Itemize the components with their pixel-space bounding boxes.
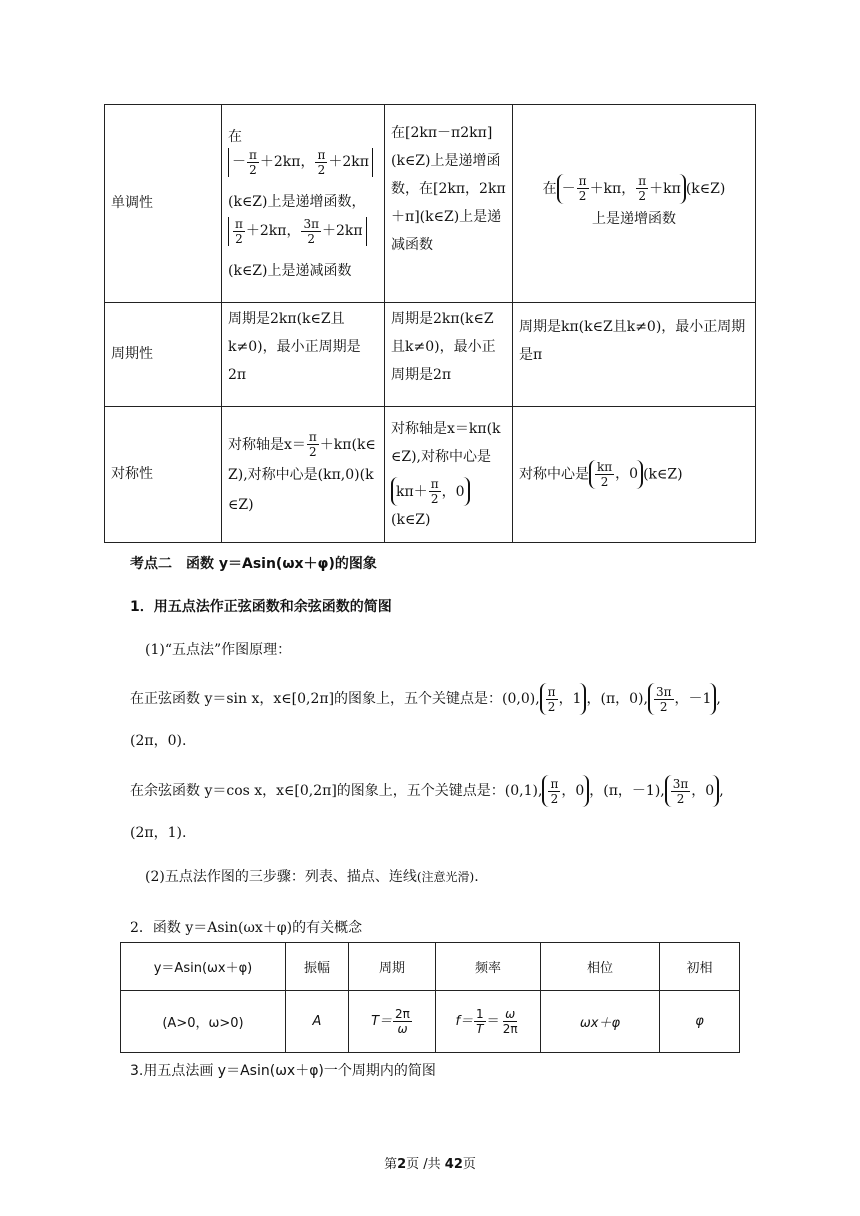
sine-key-points: 在正弦函数 y＝sin x，x∈[0,2π]的图象上，五个关键点是：(0,0), $\frac{\pi}{2}$ ，1 ，(π，0), $\frac{3\pi}{2}$ ，－1 , bbox=[130, 684, 721, 714]
sine-key-points-end: (2π，0). bbox=[130, 733, 187, 749]
label-periodicity: 周期性 bbox=[105, 303, 222, 407]
tan-periodicity: 周期是kπ(k∈Z且k≠0)，最小正周期是π bbox=[513, 303, 756, 407]
interval-bracket: $\frac{\pi}{2}$ ＋2kπ， $\frac{3\pi}{2}$ ＋2kπ bbox=[228, 217, 367, 246]
concepts-table bbox=[120, 942, 740, 1053]
point-paren: kπ＋ $\frac{\pi}{2}$ ，0 bbox=[391, 477, 470, 506]
cell-amplitude: A bbox=[286, 991, 349, 1053]
cos-monotonicity: 在[2kπ－π2kπ](k∈Z)上是递增函数，在[2kπ，2kπ＋π](k∈Z)上是递减函数 bbox=[385, 105, 513, 303]
header-frequency: 频率 bbox=[436, 943, 541, 991]
subheading-five-point-period: 3.用五点法画 y＝Asin(ωx＋φ)一个周期内的简图 bbox=[130, 1063, 436, 1079]
cos-symmetry: 对称轴是x＝kπ(k ∈Z),对称中心是 kπ＋ $\frac{\pi}{2}$ ，0 (k∈Z) bbox=[385, 407, 513, 543]
concepts-value-row bbox=[121, 991, 740, 1053]
cosine-key-points-end: (2π，1). bbox=[130, 825, 187, 841]
tan-symmetry: 对称中心是 $\frac{k\pi}{2}$ ，0 (k∈Z) bbox=[513, 407, 756, 543]
three-steps: (2)五点法作图的三步骤：列表、描点、连线(注意光滑). bbox=[145, 869, 479, 885]
point-paren: $\frac{k\pi}{2}$ ，0 bbox=[589, 460, 643, 489]
cos-periodicity: 周期是2kπ(k∈Z且k≠0)，最小正周期是2π bbox=[385, 303, 513, 407]
cell-condition: (A>0，ω>0) bbox=[121, 991, 286, 1053]
header-function: y＝Asin(ωx＋φ) bbox=[121, 943, 286, 991]
cell-phase: ωx＋φ bbox=[541, 991, 660, 1053]
label-symmetry: 对称性 bbox=[105, 407, 222, 543]
subheading-five-point: 1．用五点法作正弦函数和余弦函数的简图 bbox=[130, 599, 392, 615]
page-footer: 第2页 /共 42页 bbox=[384, 1157, 476, 1172]
sin-periodicity: 周期是2kπ(k∈Z且k≠0)，最小正周期是2π bbox=[222, 303, 385, 407]
trig-properties-table bbox=[104, 104, 756, 543]
label-monotonicity: 单调性 bbox=[105, 105, 222, 303]
cell-frequency: f＝ $\frac{1}{T}$ ＝ $\frac{\omega}{2\pi}$ bbox=[436, 991, 541, 1053]
section-heading: 考点二 函数 y＝Asin(ωx＋φ)的图象 bbox=[130, 556, 377, 572]
header-amplitude: 振幅 bbox=[286, 943, 349, 991]
header-initial-phase: 初相 bbox=[660, 943, 740, 991]
header-phase: 相位 bbox=[541, 943, 660, 991]
principle-title: (1)“五点法”作图原理： bbox=[145, 642, 292, 658]
row-monotonicity bbox=[105, 105, 756, 303]
header-period: 周期 bbox=[349, 943, 436, 991]
cell-period: T＝ $\frac{2\pi}{\omega}$ bbox=[349, 991, 436, 1053]
sin-monotonicity: 在－ $\frac{\pi}{2}$ ＋2kπ， $\frac{\pi}{2}$ ＋2kπ (k∈Z)上是递增函数， $\frac{\pi}{2}$ ＋2kπ， $\frac{3\pi}{2}$ ＋2kπ (k∈Z)上是递减函数 bbox=[222, 105, 385, 303]
subheading-concepts: 2．函数 y＝Asin(ωx＋φ)的有关概念 bbox=[130, 920, 363, 936]
interval-bracket: － $\frac{\pi}{2}$ ＋2kπ， $\frac{\pi}{2}$ ＋2kπ bbox=[228, 148, 373, 177]
cell-initial-phase: φ bbox=[660, 991, 740, 1053]
page-total: 42 bbox=[444, 1157, 463, 1172]
row-periodicity bbox=[105, 303, 756, 407]
sin-symmetry: 对称轴是x＝ $\frac{\pi}{2}$ ＋kπ(k∈ Z),对称中心是(kπ,0)(k ∈Z) bbox=[222, 407, 385, 543]
cosine-key-points: 在余弦函数 y＝cos x，x∈[0,2π]的图象上，五个关键点是：(0,1), $\frac{\pi}{2}$ ，0 ，(π，－1), $\frac{3\pi}{2}$ ，0 , bbox=[130, 776, 724, 806]
interval-paren: － $\frac{\pi}{2}$ ＋kπ， $\frac{\pi}{2}$ ＋kπ bbox=[557, 174, 686, 204]
tan-monotonicity: 在 － $\frac{\pi}{2}$ ＋kπ， $\frac{\pi}{2}$ ＋kπ (k∈Z) 上是递增函数 bbox=[513, 105, 756, 303]
row-symmetry bbox=[105, 407, 756, 543]
page-number: 2 bbox=[397, 1157, 407, 1172]
concepts-header-row bbox=[121, 943, 740, 991]
